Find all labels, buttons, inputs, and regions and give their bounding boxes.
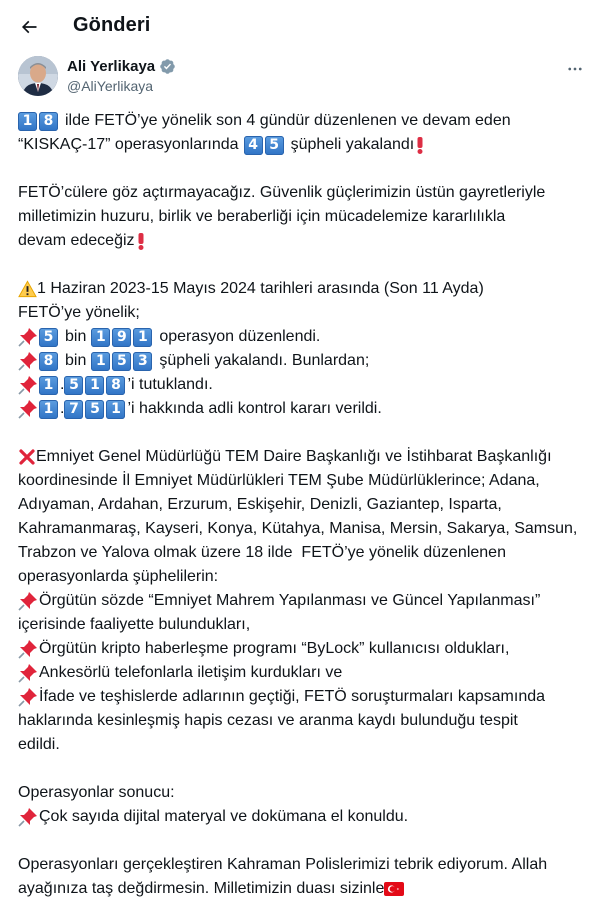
post-line	[18, 589, 590, 613]
keycap: 7	[64, 400, 83, 419]
text: edildi.	[18, 736, 60, 753]
text: bin	[65, 328, 87, 345]
text: bin	[65, 352, 87, 369]
text: Örgütün kripto haberleşme programı “ByLock” kullanıcısı oldukları,	[39, 640, 510, 657]
post-line	[18, 109, 590, 133]
text: şüpheli yakalandı. Bunlardan;	[159, 352, 370, 369]
post-line	[18, 133, 590, 157]
keycap: 8	[39, 112, 58, 131]
post-line	[18, 877, 590, 901]
text: devam edeceğiz	[18, 232, 135, 249]
post-line	[18, 637, 590, 661]
avatar[interactable]	[18, 56, 58, 96]
keycap: 3	[133, 352, 152, 371]
post-line	[18, 493, 590, 517]
back-button[interactable]	[14, 12, 44, 42]
post-line	[18, 733, 590, 757]
post-line	[18, 229, 590, 253]
text: şüpheli yakalandı	[290, 136, 415, 153]
keycap: 1	[18, 112, 37, 131]
post-line	[18, 661, 590, 685]
text: .	[60, 376, 65, 393]
post-line	[18, 277, 590, 301]
post-line	[18, 517, 590, 541]
text: operasyonlarda şüphelilerin:	[18, 568, 219, 585]
keycap: 1	[39, 376, 58, 395]
text: Adıyaman, Ardahan, Erzurum, Eskişehir, Denizli, Gaziantep, Isparta,	[18, 496, 502, 513]
text: .	[60, 400, 65, 417]
keycap: 5	[39, 328, 58, 347]
keycap: 8	[106, 376, 125, 395]
cross-mark-icon	[18, 448, 36, 466]
text: ilde FETÖ’ye yönelik son 4 gündür düzenlenen ve devam eden	[65, 112, 511, 129]
keycap: 4	[244, 136, 263, 155]
pushpin-icon	[18, 327, 38, 347]
avatar-image	[18, 56, 58, 96]
post-line	[18, 805, 590, 829]
text: ’i tutuklandı.	[127, 376, 213, 393]
text: haklarında kesinleşmiş hapis cezası ve aranma kaydı bulunduğu tespit	[18, 712, 518, 729]
red-exclamation-icon	[414, 135, 426, 155]
text: milletimizin huzuru, birlik ve beraberliği için mücadelemize kararlılıkla	[18, 208, 506, 225]
red-exclamation-icon	[135, 231, 147, 251]
keycap: 1	[85, 376, 104, 395]
pushpin-icon	[18, 591, 38, 611]
keycap: 5	[85, 400, 104, 419]
post-line	[18, 469, 590, 493]
text: 1 Haziran 2023-15 Mayıs 2024 tarihleri arasında (Son 11 Ayda)	[37, 280, 484, 297]
post-line	[18, 565, 590, 589]
pushpin-icon	[18, 351, 38, 371]
text: içerisinde faaliyette bulundukları,	[18, 616, 251, 633]
keycap: 1	[106, 400, 125, 419]
text: ayağınıza taş değdirmesin. Milletimizin duası sizinle	[18, 880, 385, 897]
text: İfade ve teşhislerde adlarının geçtiği, FETÖ soruşturmaları kapsamında	[39, 688, 546, 705]
post-line	[18, 301, 590, 325]
post-line	[18, 613, 590, 637]
post-line	[18, 349, 590, 373]
verified-badge-icon	[159, 58, 176, 75]
post-line	[18, 445, 590, 469]
post-line	[18, 373, 590, 397]
page-title: Gönderi	[73, 14, 151, 36]
pushpin-icon	[18, 399, 38, 419]
text: Ankesörlü telefonlarla iletişim kurdukları ve	[39, 664, 343, 681]
keycap: 5	[64, 376, 83, 395]
text: FETÖ’ye yönelik;	[18, 304, 140, 321]
post-line	[18, 781, 590, 805]
text: Kahramanmaraş, Kayseri, Konya, Kütahya, Manisa, Mersin, Sakarya, Samsun,	[18, 520, 578, 537]
post-line	[18, 853, 590, 877]
post-line	[18, 709, 590, 733]
warning-icon	[18, 280, 37, 298]
post-line	[18, 541, 590, 565]
post-line	[18, 397, 590, 421]
text: koordinesinde İl Emniyet Müdürlükleri TEM Şube Müdürlüklerince; Adana,	[18, 472, 540, 489]
post-line	[18, 205, 590, 229]
pushpin-icon	[18, 375, 38, 395]
post-line	[18, 685, 590, 709]
author-handle[interactable]: @AliYerlikaya	[67, 78, 154, 94]
author-name[interactable]: Ali Yerlikaya	[67, 58, 156, 75]
text: Trabzon ve Yalova olmak üzere 18 ilde FETÖ’ye yönelik düzenlenen	[18, 544, 506, 561]
text: Operasyonları gerçekleştiren Kahraman Polislerimizi tebrik ediyorum. Allah	[18, 856, 548, 873]
author-row	[0, 54, 603, 102]
pushpin-icon	[18, 807, 38, 827]
keycap: 1	[133, 328, 152, 347]
post-text	[18, 109, 590, 901]
keycap: 5	[265, 136, 284, 155]
pushpin-icon	[18, 663, 38, 683]
pushpin-icon	[18, 687, 38, 707]
text: FETÖ’cülere göz açtırmayacağız. Güvenlik güçlerimizin üstün gayretleriyle	[18, 184, 546, 201]
keycap: 1	[39, 400, 58, 419]
text: Örgütün sözde “Emniyet Mahrem Yapılanması ve Güncel Yapılanması”	[39, 592, 541, 609]
post-line	[18, 181, 590, 205]
text: ’i hakkında adli kontrol kararı verildi.	[127, 400, 382, 417]
keycap: 5	[112, 352, 131, 371]
text: Operasyonlar sonucu:	[18, 784, 175, 801]
post-line	[18, 325, 590, 349]
keycap: 1	[91, 352, 110, 371]
pushpin-icon	[18, 639, 38, 659]
text: Emniyet Genel Müdürlüğü TEM Daire Başkanlığı ve İstihbarat Başkanlığı	[36, 448, 552, 465]
more-horizontal-icon	[566, 60, 584, 78]
text: Çok sayıda dijital materyal ve dokümana el konuldu.	[39, 808, 409, 825]
arrow-left-icon	[19, 17, 39, 37]
text: “KISKAÇ-17” operasyonlarında	[18, 136, 239, 153]
keycap: 9	[112, 328, 131, 347]
text: operasyon düzenlendi.	[159, 328, 321, 345]
more-options-button[interactable]	[560, 58, 590, 80]
keycap: 1	[91, 328, 110, 347]
keycap: 8	[39, 352, 58, 371]
turkey-flag-icon	[384, 882, 404, 896]
top-bar	[0, 0, 603, 54]
